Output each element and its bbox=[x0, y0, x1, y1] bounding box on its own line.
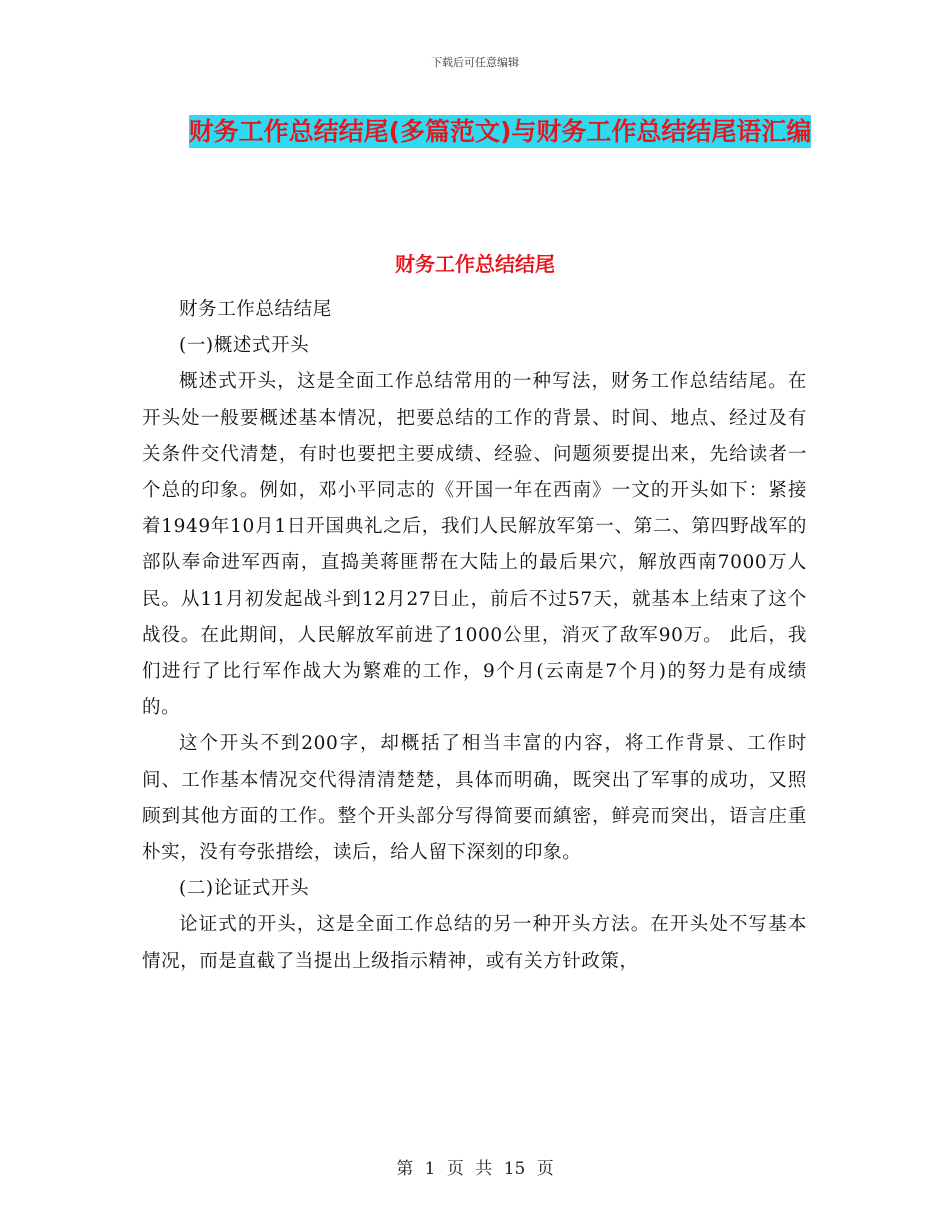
paragraph-heading: 财务工作总结结尾 bbox=[179, 299, 332, 320]
section-title: 财务工作总结结尾 bbox=[395, 252, 555, 276]
document-title-text: 财务工作总结结尾(多篇范文)与财务工作总结结尾语汇编 bbox=[188, 117, 812, 146]
page-number: 第 1 页 共 15 页 bbox=[396, 1159, 554, 1179]
paragraph-body-1: 概述式开头，这是全面工作总结常用的一种写法，财务工作总结结尾。在开头处一般要概述基本情况，把要总结的工作的背景、时间、地点、经过及有关条件交代清楚，有时也要把主要成绩、经验、问题须要提出来，先给读者一个总的印象。例如，邓小平同志的《开国一年在西南》一文的开头如下：紧接着1949年10月1日开国典礼之后，我们人民解放军第一、第二、第四野战军的部队奉命进军西南，直捣美蒋匪帮在大陆上的最后果穴，解放西南7000万人民。从11月初发起战斗到12月27日止，前后不过57天，就基本上结束了这个战役。在此期间，人民解放军前进了1000公里，消灭了敌军90万。 此后，我们进行了比行军作战大为繁难的工作，9个月(云南是7个月)的努力是有成绩的。 bbox=[142, 371, 807, 719]
document-title bbox=[150, 110, 850, 154]
paragraph-subheading-2: (二)论证式开头 bbox=[179, 878, 310, 900]
paragraph-body-2: 这个开头不到200字，却概括了相当丰富的内容，将工作背景、工作时间、工作基本情况交代得清清楚楚，具体而明确，既突出了军事的成功，又照顾到其他方面的工作。整个开头部分写得简要而縝密，鲜亮而突出，语言庄重朴实，没有夸张措绘，读后，给人留下深刻的印象。 bbox=[142, 733, 807, 864]
document-body bbox=[142, 292, 807, 980]
paragraph-body-3: 论证式的开头，这是全面工作总结的另一种开头方法。在开头处不写基本情况，而是直截了当提出上级指示精神，或有关方针政策， bbox=[142, 914, 807, 972]
header-note: 下载后可任意编辑 bbox=[431, 56, 519, 69]
paragraph-subheading-1: (一)概述式开头 bbox=[179, 335, 310, 357]
